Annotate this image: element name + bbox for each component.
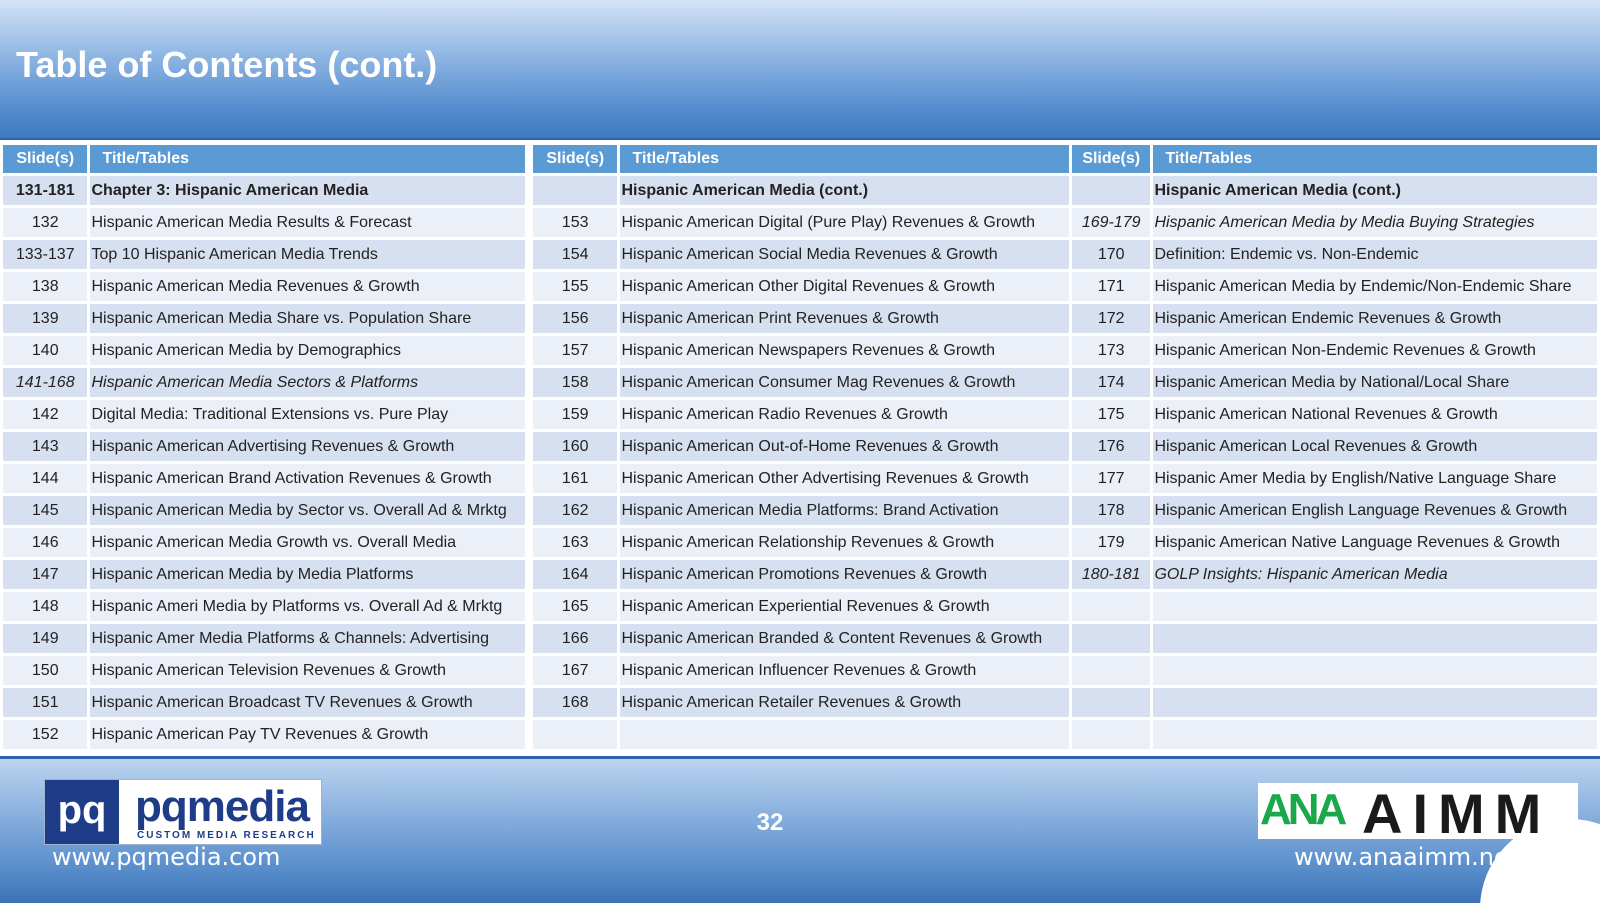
page-number: 32 [756, 809, 784, 836]
table-row [1072, 208, 1597, 237]
ana-aimm-logo [1258, 782, 1578, 845]
slide-title: Hispanic American Media Platforms: Brand Activation [620, 496, 1069, 525]
table-row [3, 496, 525, 525]
toc-table-2 [530, 142, 1072, 752]
footer-banner [0, 756, 1600, 903]
table-row [533, 592, 1069, 621]
slide-number: 149 [3, 624, 87, 653]
slide-title: Hispanic American Print Revenues & Growth [620, 304, 1069, 333]
table-row [1072, 176, 1597, 205]
slide-title [1153, 720, 1597, 749]
slide-title: Hispanic American Media by National/Local Share [1153, 368, 1597, 397]
slide-number: 143 [3, 432, 87, 461]
slide-title: Hispanic American Media Share vs. Population Share [90, 304, 525, 333]
slide-number: 164 [533, 560, 617, 589]
slide-number [1072, 688, 1150, 717]
slide-number: 132 [3, 208, 87, 237]
slide-title [1153, 688, 1597, 717]
table-row [533, 304, 1069, 333]
slide-number: 151 [3, 688, 87, 717]
slide-title: Hispanic American Media (cont.) [1153, 176, 1597, 205]
column-header-slides: Slide(s) [533, 145, 617, 173]
table-row [3, 272, 525, 301]
pq-logo-tagline: CUSTOM MEDIA RESEARCH [137, 830, 316, 841]
slide-title: Hispanic American Media by Sector vs. Overall Ad & Mrktg [90, 496, 525, 525]
slide-title: Hispanic American Relationship Revenues & Growth [620, 528, 1069, 557]
slide-number [533, 176, 617, 205]
toc-table-3 [1069, 142, 1600, 752]
table-row [533, 464, 1069, 493]
slide-title: Hispanic American Broadcast TV Revenues & Growth [90, 688, 525, 717]
slide-number: 154 [533, 240, 617, 269]
table-row [3, 176, 525, 205]
slide-title: Hispanic American Media Results & Forecast [90, 208, 525, 237]
slide-title: Hispanic American Influencer Revenues & Growth [620, 656, 1069, 685]
table-row [3, 432, 525, 461]
slide-title: Hispanic American Media by Media Platforms [90, 560, 525, 589]
slide-title: Hispanic American Television Revenues & Growth [90, 656, 525, 685]
slide-number: 158 [533, 368, 617, 397]
slide-title: Definition: Endemic vs. Non-Endemic [1153, 240, 1597, 269]
table-row [1072, 400, 1597, 429]
table-row [533, 336, 1069, 365]
table-row [533, 208, 1069, 237]
slide-number: 153 [533, 208, 617, 237]
slide-title: Hispanic Ameri Media by Platforms vs. Overall Ad & Mrktg [90, 592, 525, 621]
table-row [533, 528, 1069, 557]
table-row [3, 240, 525, 269]
slide-number: 180-181 [1072, 560, 1150, 589]
table-row [1072, 336, 1597, 365]
table-row [1072, 560, 1597, 589]
slide-number: 140 [3, 336, 87, 365]
slide-title: Hispanic American Pay TV Revenues & Growth [90, 720, 525, 749]
pqmedia-url[interactable]: www.pqmedia.com [52, 843, 281, 871]
table-row [533, 176, 1069, 205]
table-row [533, 688, 1069, 717]
table-row [3, 304, 525, 333]
page-title: Table of Contents (cont.) [16, 44, 438, 85]
table-row [533, 496, 1069, 525]
pq-logo-box: pq [45, 780, 119, 844]
slide-number: 179 [1072, 528, 1150, 557]
slide-title: Hispanic Amer Media by English/Native Language Share [1153, 464, 1597, 493]
slide-title: Hispanic Amer Media Platforms & Channels: Advertising [90, 624, 525, 653]
toc-table-1 [0, 142, 528, 752]
slide-title [1153, 592, 1597, 621]
slide-number: 171 [1072, 272, 1150, 301]
table-row [533, 368, 1069, 397]
slide-number: 147 [3, 560, 87, 589]
table-row [3, 624, 525, 653]
slide-title [1153, 656, 1597, 685]
slide-title: Hispanic American Consumer Mag Revenues & Growth [620, 368, 1069, 397]
slide-title: Chapter 3: Hispanic American Media [90, 176, 525, 205]
table-row [1072, 464, 1597, 493]
slide-number: 138 [3, 272, 87, 301]
slide-number: 163 [533, 528, 617, 557]
slide-title: Hispanic American Brand Activation Revenues & Growth [90, 464, 525, 493]
table-row [1072, 368, 1597, 397]
slide-title: Hispanic American Native Language Revenues & Growth [1153, 528, 1597, 557]
slide-number: 131-181 [3, 176, 87, 205]
table-row [3, 368, 525, 397]
slide-title: Hispanic American Radio Revenues & Growth [620, 400, 1069, 429]
toc-tables [0, 142, 1600, 754]
anaaimm-url[interactable]: www.anaaimm.net [1294, 843, 1519, 871]
slide-title: Hispanic American Non-Endemic Revenues & Growth [1153, 336, 1597, 365]
slide-number: 142 [3, 400, 87, 429]
slide-title: Hispanic American Media by Endemic/Non-Endemic Share [1153, 272, 1597, 301]
slide-title: Hispanic American Media Growth vs. Overall Media [90, 528, 525, 557]
slide-title: Hispanic American Media (cont.) [620, 176, 1069, 205]
slide-title: Hispanic American Media by Media Buying Strategies [1153, 208, 1597, 237]
slide-number: 175 [1072, 400, 1150, 429]
slide-number: 144 [3, 464, 87, 493]
table-row [1072, 304, 1597, 333]
slide-number: 176 [1072, 432, 1150, 461]
slide-number: 146 [3, 528, 87, 557]
slide-number: 170 [1072, 240, 1150, 269]
slide-number: 152 [3, 720, 87, 749]
slide-number: 174 [1072, 368, 1150, 397]
slide-number: 169-179 [1072, 208, 1150, 237]
ana-logo-mark: ANA [1260, 785, 1344, 834]
table-row [3, 464, 525, 493]
slide-title: Hispanic American Other Digital Revenues & Growth [620, 272, 1069, 301]
slide-number: 156 [533, 304, 617, 333]
slide-number: 141-168 [3, 368, 87, 397]
slide-title: Hispanic American Digital (Pure Play) Revenues & Growth [620, 208, 1069, 237]
slide-number: 160 [533, 432, 617, 461]
slide-title: Hispanic American Out-of-Home Revenues & Growth [620, 432, 1069, 461]
slide-number [1072, 176, 1150, 205]
slide-title: Hispanic American Advertising Revenues & Growth [90, 432, 525, 461]
slide-number: 157 [533, 336, 617, 365]
slide-title: GOLP Insights: Hispanic American Media [1153, 560, 1597, 589]
table-row [1072, 528, 1597, 557]
column-header-title: Title/Tables [620, 145, 1069, 173]
slide-title: Digital Media: Traditional Extensions vs. Pure Play [90, 400, 525, 429]
slide-number [1072, 592, 1150, 621]
slide-number: 168 [533, 688, 617, 717]
slide-title: Hispanic American Local Revenues & Growth [1153, 432, 1597, 461]
slide-number: 165 [533, 592, 617, 621]
column-header-title: Title/Tables [90, 145, 525, 173]
table-row [3, 208, 525, 237]
table-row [1072, 656, 1597, 685]
slide-title: Hispanic American Social Media Revenues & Growth [620, 240, 1069, 269]
slide-number: 172 [1072, 304, 1150, 333]
table-row [533, 432, 1069, 461]
slide-title: Hispanic American Endemic Revenues & Growth [1153, 304, 1597, 333]
slide-number: 162 [533, 496, 617, 525]
slide-number [533, 720, 617, 749]
table-row [1072, 624, 1597, 653]
slide-number [1072, 624, 1150, 653]
slide-title: Hispanic American National Revenues & Growth [1153, 400, 1597, 429]
slide-title: Hispanic American Branded & Content Revenues & Growth [620, 624, 1069, 653]
slide-title: Hispanic American Promotions Revenues & Growth [620, 560, 1069, 589]
slide-title: Hispanic American Newspapers Revenues & Growth [620, 336, 1069, 365]
slide-title: Hispanic American English Language Revenues & Growth [1153, 496, 1597, 525]
slide-number: 133-137 [3, 240, 87, 269]
slide-number: 173 [1072, 336, 1150, 365]
slide-number: 166 [533, 624, 617, 653]
slide-title: Hispanic American Media Revenues & Growth [90, 272, 525, 301]
slide-title: Hispanic American Media Sectors & Platforms [90, 368, 525, 397]
slide-number: 159 [533, 400, 617, 429]
slide-title [1153, 624, 1597, 653]
table-row [3, 720, 525, 749]
slide-number: 155 [533, 272, 617, 301]
pq-logo-name: pqmedia [135, 782, 309, 831]
header-banner [0, 0, 1600, 140]
column-header-title: Title/Tables [1153, 145, 1597, 173]
slide-title: Hispanic American Experiential Revenues & Growth [620, 592, 1069, 621]
table-row [533, 560, 1069, 589]
table-row [1072, 272, 1597, 301]
slide-number: 167 [533, 656, 617, 685]
table-row [3, 688, 525, 717]
slide-number: 148 [3, 592, 87, 621]
table-row [3, 560, 525, 589]
column-header-slides: Slide(s) [3, 145, 87, 173]
table-row [533, 720, 1069, 749]
slide-title [620, 720, 1069, 749]
slide-number: 161 [533, 464, 617, 493]
slide-title: Hispanic American Media by Demographics [90, 336, 525, 365]
slide-number: 139 [3, 304, 87, 333]
table-row [3, 656, 525, 685]
table-row [1072, 688, 1597, 717]
table-row [533, 656, 1069, 685]
table-row [3, 336, 525, 365]
slide-number: 145 [3, 496, 87, 525]
table-row [533, 624, 1069, 653]
table-row [3, 400, 525, 429]
table-row [533, 240, 1069, 269]
table-row [3, 528, 525, 557]
table-row [3, 592, 525, 621]
slide-title: Top 10 Hispanic American Media Trends [90, 240, 525, 269]
slide-number: 178 [1072, 496, 1150, 525]
table-row [1072, 496, 1597, 525]
table-row [533, 400, 1069, 429]
slide-number [1072, 656, 1150, 685]
slide-title: Hispanic American Other Advertising Revenues & Growth [620, 464, 1069, 493]
table-row [1072, 240, 1597, 269]
slide-title: Hispanic American Retailer Revenues & Growth [620, 688, 1069, 717]
table-row [1072, 432, 1597, 461]
slide-number [1072, 720, 1150, 749]
slide-number: 150 [3, 656, 87, 685]
table-row [1072, 720, 1597, 749]
column-header-slides: Slide(s) [1072, 145, 1150, 173]
table-row [533, 272, 1069, 301]
slide-number: 177 [1072, 464, 1150, 493]
aimm-logo-name: AIMM [1362, 782, 1552, 845]
table-row [1072, 592, 1597, 621]
